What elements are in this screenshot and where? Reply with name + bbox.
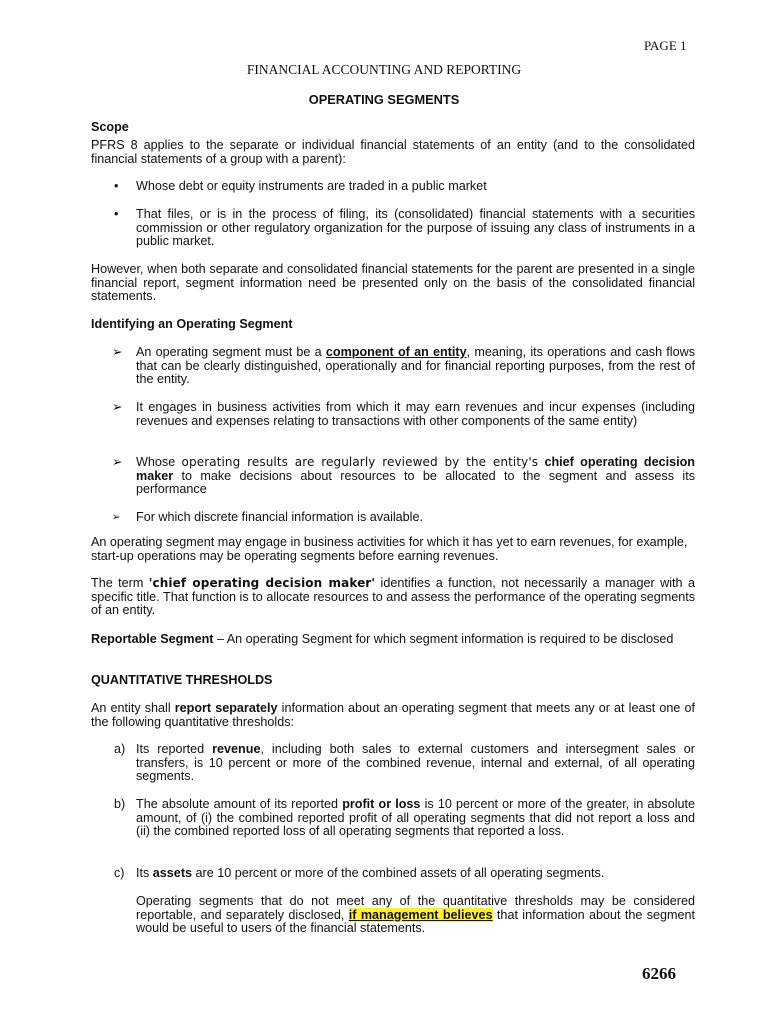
codm-paragraph: The term 'chief operating decision maker' identifies a function, not necessarily a manager with a specific title. That function is to allocate resources to and assess the performance of the operating segments of an entity.: [91, 576, 696, 618]
scope-heading: Scope: [91, 120, 129, 134]
scope-bullet: [114, 208, 695, 249]
footer-number: 6266: [642, 964, 676, 983]
identifying-item-text: It engages in business activities from which it may earn revenues and incur expenses (including revenues and expenses relating to transactions with other components of the same entity): [136, 400, 695, 428]
threshold-text: The absolute amount of its reported profit or loss is 10 percent or more of the greater, in absolute amount, of (i) the combined reported profit of all operating segments that did not report a loss and (ii) the combined reported loss of all operating segments that reported a loss.: [136, 797, 696, 839]
identifying-item-text: For which discrete financial information is available.: [136, 510, 423, 524]
identifying-item: [112, 456, 695, 497]
scope-bullet-text: That files, or is in the process of filing, its (consolidated) financial statements with a securities commission or other regulatory organization for the purpose of issuing any class of instruments in a public market.: [136, 207, 695, 249]
page-label: PAGE 1: [644, 38, 687, 53]
identifying-heading: Identifying an Operating Segment: [91, 317, 293, 331]
threshold-marker: b): [114, 797, 126, 811]
scope-bullet: [114, 180, 695, 194]
course-title: FINANCIAL ACCOUNTING AND REPORTING: [246, 62, 522, 77]
arrow-bullet-icon: ➢: [112, 345, 123, 359]
identifying-item-text: Whose operating results are regularly reviewed by the entity's chief operating decision maker to make decisions about resources to be allocated to the segment and assess its performance: [136, 455, 695, 497]
scope-however: However, when both separate and consolidated financial statements for the parent are presented in a single financial report, segment information need be presented only on the basis of the consolidated financial statements.: [91, 262, 695, 304]
scope-bullet-text: Whose debt or equity instruments are traded in a public market: [136, 179, 487, 193]
threshold-text: Its reported revenue, including both sales to external customers and intersegment sales or transfers, is 10 percent or more of the combined revenue, internal and external, of all operating segments.: [136, 742, 696, 784]
identifying-item: [112, 401, 695, 428]
reportable-segment-definition: Reportable Segment – An operating Segment for which segment information is required to be disclosed: [91, 632, 674, 646]
component-of-entity-term: component of an entity: [325, 345, 467, 359]
threshold-note: Operating segments that do not meet any of the quantitative thresholds may be considered reportable, and separately disclosed, if management believes that information about the segment would be useful to users of the financial statements.: [136, 894, 695, 936]
scope-intro: PFRS 8 applies to the separate or individual financial statements of an entity (and to the consolidated financial statements of a group with a parent):: [91, 138, 695, 166]
arrow-bullet-icon: ➢: [112, 455, 123, 469]
identifying-item: [112, 511, 695, 525]
management-believes-highlight: if management believes: [348, 907, 493, 922]
threshold-marker: a): [114, 742, 126, 756]
document-title: OPERATING SEGMENTS: [308, 92, 460, 107]
bullet-dot-icon: •: [114, 179, 119, 193]
bullet-dot-icon: •: [114, 207, 119, 221]
identifying-item: [112, 346, 695, 387]
identifying-item-text: An operating segment must be a component of an entity, meaning, its operations and cash flows that can be clearly distinguished, operationally and for financial reporting purposes, from the rest of the entity.: [136, 345, 695, 387]
arrow-bullet-icon: ➢: [112, 512, 121, 523]
threshold-text: Its assets are 10 percent or more of the combined assets of all operating segments.: [136, 866, 605, 880]
thresholds-heading: QUANTITATIVE THRESHOLDS: [91, 673, 273, 687]
threshold-item: [114, 743, 695, 784]
arrow-bullet-icon: ➢: [112, 400, 123, 414]
threshold-marker: c): [114, 866, 125, 880]
threshold-item: [114, 867, 695, 881]
threshold-item: [114, 798, 695, 839]
startup-paragraph: An operating segment may engage in business activities for which it has yet to earn revenues, for example, start-up operations may be operating segments before earning revenues.: [91, 535, 688, 563]
thresholds-intro: An entity shall report separately information about an operating segment that meets any or at least one of the following quantitative thresholds:: [91, 701, 695, 729]
